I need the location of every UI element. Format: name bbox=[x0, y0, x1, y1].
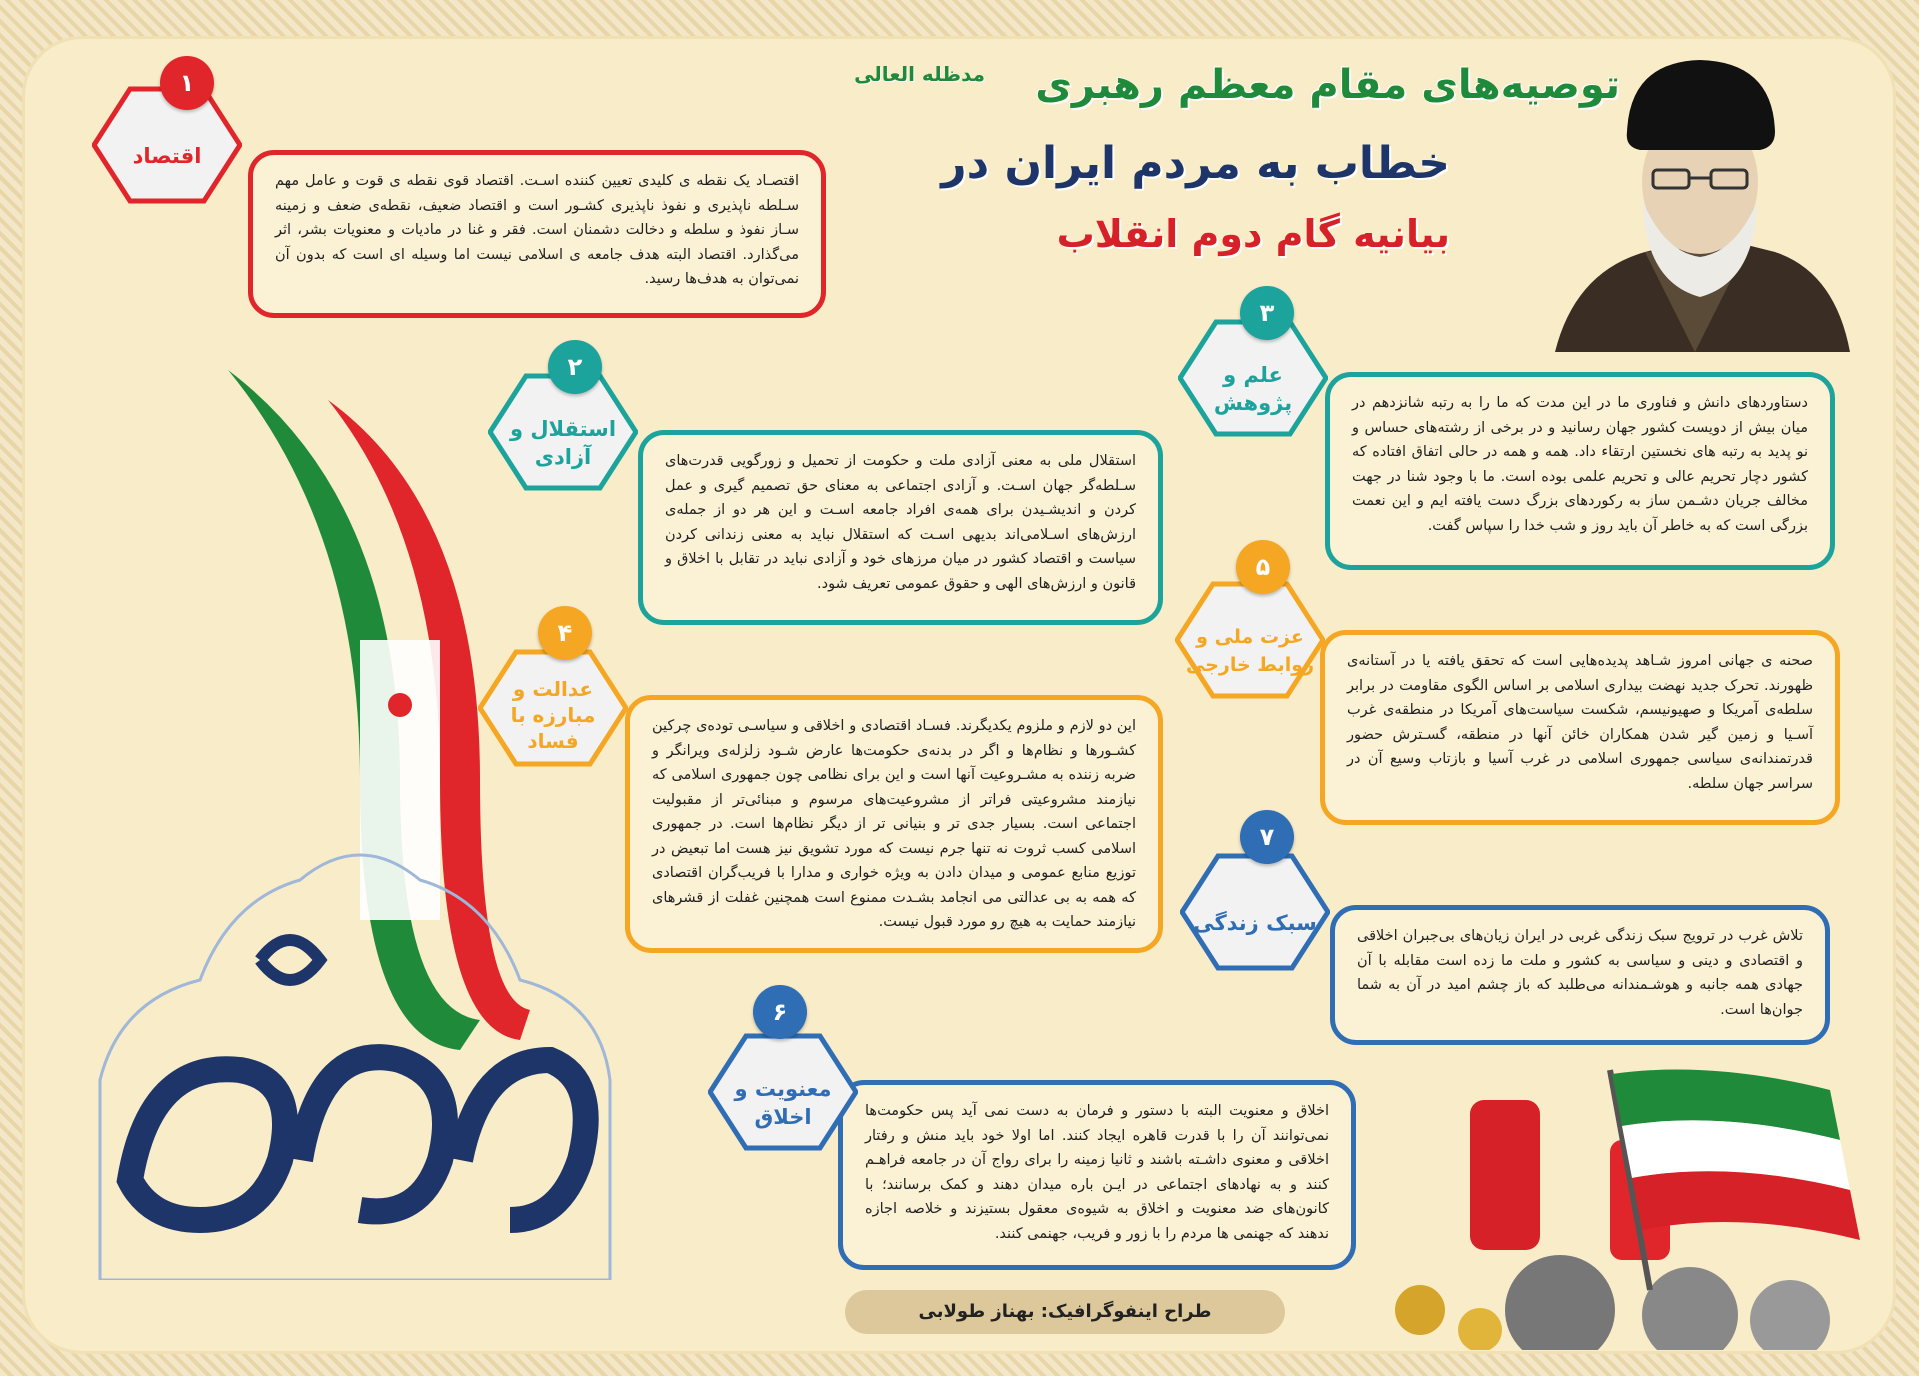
section-justice-number: ۴ bbox=[538, 606, 592, 660]
main-title: توصیه‌های مقام معظم رهبری bbox=[1035, 62, 1620, 108]
section-science-number: ۳ bbox=[1240, 286, 1294, 340]
section-lifestyle-title: سبک زندگی bbox=[1193, 911, 1317, 935]
section-independence-title: استقلال و آزادی bbox=[509, 417, 617, 469]
section-economy-title: اقتصاد bbox=[132, 144, 202, 168]
title-honorific: مدظله العالی bbox=[854, 62, 985, 86]
section-justice-box bbox=[625, 695, 1163, 953]
section-lifestyle-number: ۷ bbox=[1240, 810, 1294, 864]
fists-flag-decoration bbox=[1360, 1060, 1860, 1350]
section-economy-text: اقتصـاد یک نقطه ی کلیدی تعیین کننده اسـت. اقتصاد قوی نقطه ی قوت و عامل مهم سـلطه ناپذیری و نفوذ ناپذیری کشـور است و اقتصاد ضعیف، نقطه‌ی ضعف و زمینه سـاز نفوذ و سلطه و دخالت دشمنان است. فقر و غنا در مادیات و معنویات بشر، اثر می‌گذارد. اقتصاد البته هدف جامعه ی اسلامی نیست اما وسیله ای است که بدون آن نمی‌توان به هدف‌ها رسید. bbox=[275, 173, 799, 287]
section-lifestyle-text: تلاش غرب در ترویج سبک زندگی غربی در ایران زیان‌های بی‌جبران اخلاقی و اقتصادی و دینی و سیاسی به کشور و ملت ما زده است مقابله با آن جهادی همه جانبه و هوشـمندانه می‌طلبد که باز چشم امید در آن به شما جوان‌ها است. bbox=[1357, 928, 1803, 1018]
section-dignity-number: ۵ bbox=[1236, 540, 1290, 594]
section-dignity-title: عزت ملی و روابط خارجی bbox=[1185, 626, 1315, 676]
section-justice-title: عدالت و مبارزه با فساد bbox=[510, 677, 596, 753]
section-economy-box bbox=[248, 150, 826, 318]
flag-ribbon-decoration bbox=[60, 360, 620, 1280]
section-dignity-box bbox=[1320, 630, 1840, 825]
statement-title: بیانیه گام دوم انقلاب bbox=[1056, 212, 1450, 256]
section-science-title: علم و پژوهش bbox=[1213, 363, 1293, 415]
section-independence-number: ۲ bbox=[548, 340, 602, 394]
section-spirituality-title: معنویت و اخلاق bbox=[734, 1077, 832, 1129]
designer-credit: طراح اینفوگرافیک: بهناز طولابی bbox=[845, 1290, 1285, 1334]
section-spirituality-badge bbox=[708, 1032, 858, 1152]
section-economy-number: ۱ bbox=[160, 56, 214, 110]
section-economy-badge bbox=[92, 85, 242, 205]
section-lifestyle-badge bbox=[1180, 852, 1330, 972]
section-dignity-badge bbox=[1175, 580, 1325, 700]
section-justice-text: این دو لازم و ملزوم یکدیگرند. فسـاد اقتصادی و اخلاقی و سیاسـی توده‌ی چرکین کشـورها و نظام‌ها و اگر در بدنه‌ی حکومت‌ها عارض شـود زلزله‌ی ویرانگر و ضربه زننده به مشـروعیت آنها است و این برای نظامی چون جمهوری اسلامی که نیازمند مشروعیتی فراتر از مشروعیت‌های مرسوم و مبنائی‌تر از مقبولیت اجتماعی است. بسیار جدی تر و بنیانی تر از دیگر نظام‌ها است. در جمهوری اسلامی کسب ثروت نه تنها جرم نیست که مورد تشویق نیز هست اما تبعیض در توزیع منابع عمومی و میدان دادن به ویژه خواری و مدارا با فریب‌گران اقتصادی که همه به بی عدالتی می انجامد بشـدت ممنوع است همچنین غفلت از قشرهای نیازمند حمایت به هیچ رو مورد قبول نیست. bbox=[652, 718, 1136, 930]
section-spirituality-number: ۶ bbox=[753, 985, 807, 1039]
section-lifestyle-box bbox=[1330, 905, 1830, 1045]
section-justice-badge bbox=[478, 648, 628, 768]
section-dignity-text: صحنه ی جهانی امروز شـاهد پدیده‌هایی است که تحقق یافته یا در آستانه‌ی ظهورند. تحرک جدید نهضت بیداری اسلامی بر اساس الگوی مقاومت در برابر سلطه‌ی آمریکا و صهیونیسم، شکست سیاست‌های آمریکا در منطقه‌ی غرب آسـیا و زمین گیر شدن همکاران خائن آنها در منطقه، گسـترش حضور قدرتمندانه‌ی سیاسی جمهوری اسلامی در غرب آسیا و بازتاب وسیع آن در سراسر جهان سلطه. bbox=[1347, 653, 1813, 792]
section-science-text: دستاوردهای دانش و فناوری ما در این مدت که ما را به رتبه شانزدهم در میان بیش از دویست کشور جهان رسانید و در برخی از رشته‌های حساس و نو پدید به رتبه های نخستین ارتقاء داد. همه و همه در حالی اتفاق افتاده که کشور دچار تحریم عالی و تحریم علمی بوده است. ما با وجود شنا در جهت مخالف جریان دشـمن ساز به رکوردهای بزرگ دست یافته ایم و این نعمت بزرگی است که به خاطر آن باید روز و شب خدا را سپاس گفت. bbox=[1352, 395, 1808, 534]
section-science-box bbox=[1325, 372, 1835, 570]
section-independence-text: استقلال ملی به معنی آزادی ملت و حکومت از تحمیل و زورگویی قدرت‌های سـلطه‌گر جهان اسـت. و آزادی اجتماعی به معنای حق تصمیم گیری و عمل کردن و اندیشـیدن برای همه‌ی افراد جامعه اسـت و این هر دو از جمله‌ی ارزش‌های اسـلامی‌اند بدیهی اسـت که استقلال نباید به معنی زندانی کردن سیاست و اقتصاد کشور در میان مرزهای خود و آزادی نباید در تقابل با اخلاق و قانون و ارزش‌های الهی و حقوق عمومی تعریف شود. bbox=[665, 453, 1136, 592]
subtitle: خطاب به مردم ایران در bbox=[941, 138, 1450, 189]
section-independence-box bbox=[638, 430, 1163, 625]
portrait-image bbox=[1535, 52, 1855, 352]
section-spirituality-box bbox=[838, 1080, 1356, 1270]
section-spirituality-text: اخلاق و معنویت البته با دستور و فرمان به دست نمی آید پس حکومت‌ها نمی‌توانند آن را با قدرت قاهره ایجاد کنند. اما اولا خود باید منش و رفتار اخلاقی و معنوی داشـته باشند و ثانیا زمینه را برای رواج آن در جامعه فراهـم کنند و به نهادهای اجتماعی در ایـن باره میدان دهند و کمک برسانند؛ با کانون‌های ضد معنویت و اخلاق به شیوه‌ی معقول بستیزند و خلاصه اجازه ندهند که جهنمی ها مردم را با زور و فریب، جهنمی کنند. bbox=[865, 1103, 1329, 1242]
